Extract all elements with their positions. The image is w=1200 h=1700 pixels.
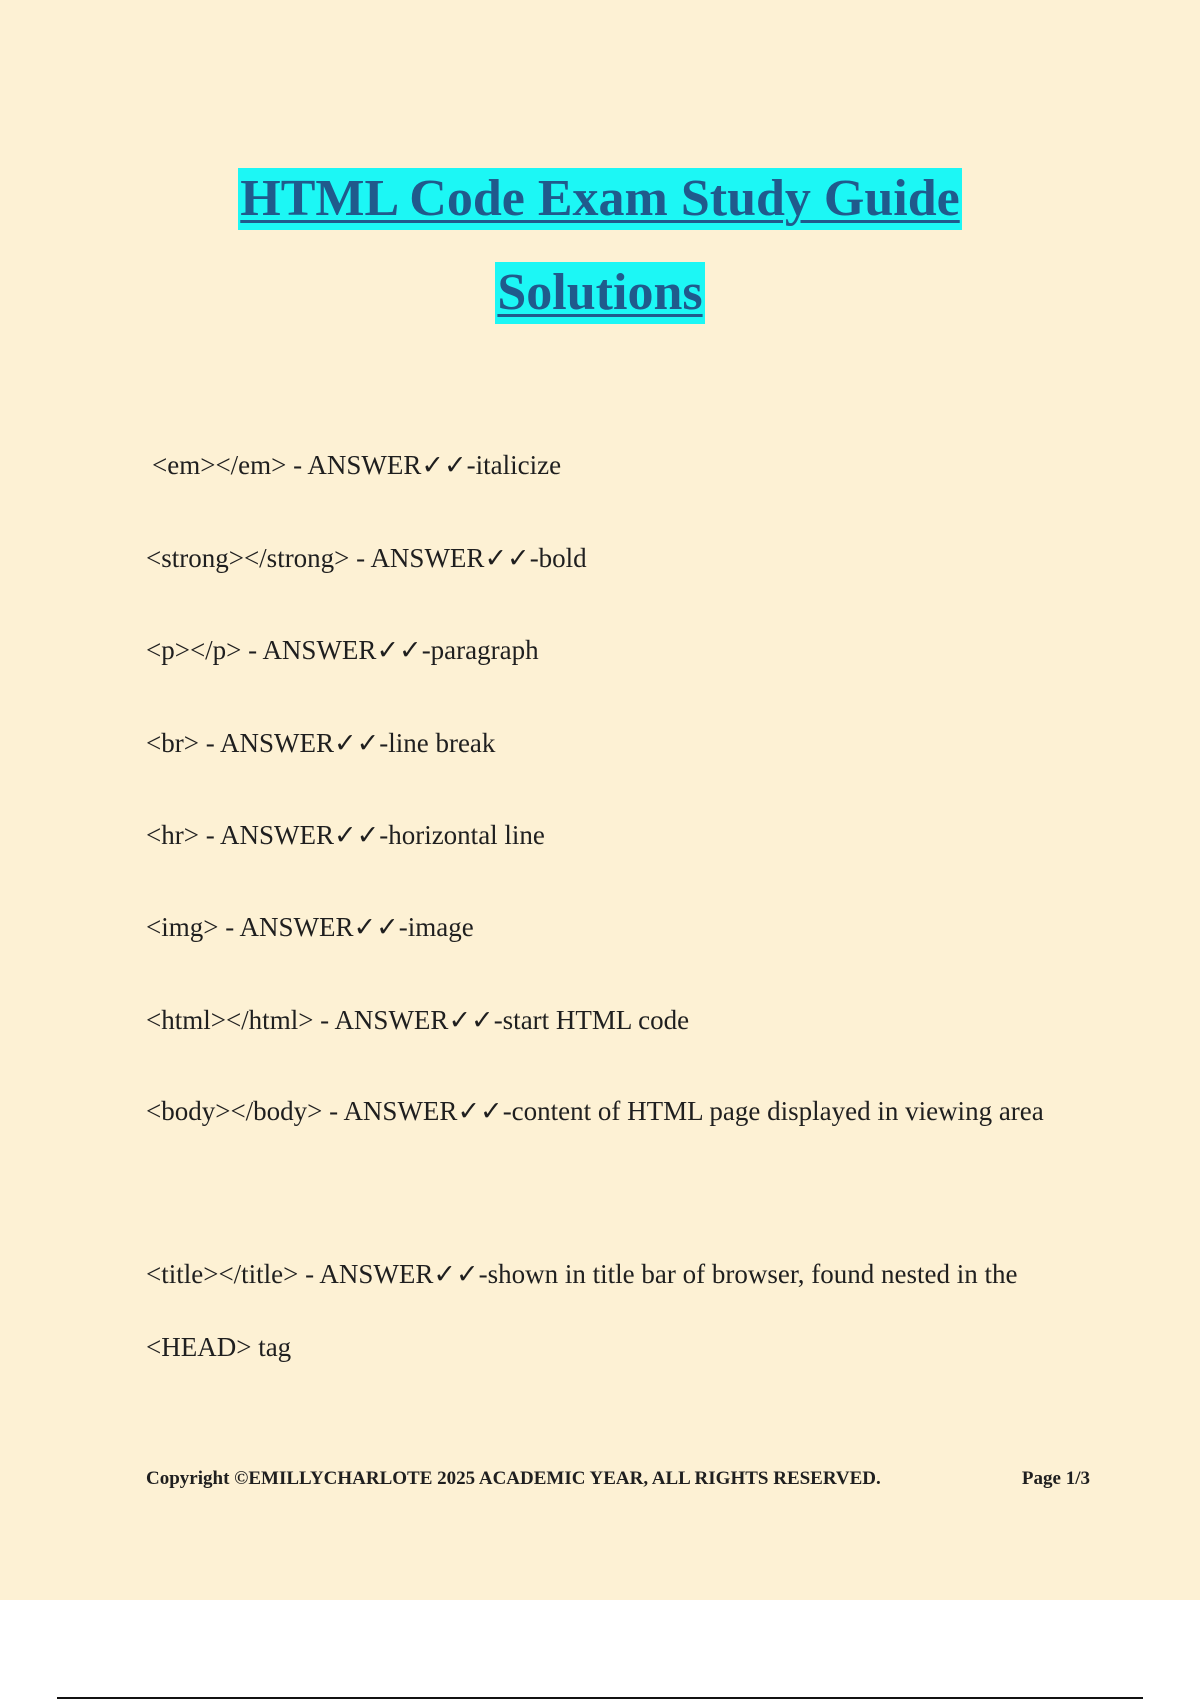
check-icon: ✓✓ [484,543,530,573]
document-title [0,168,1200,324]
check-icon: ✓✓ [448,1005,494,1035]
copyright-notice: Copyright ©EMILLYCHARLOTE 2025 ACADEMIC YEAR, ALL RIGHTS RESERVED. [146,1468,881,1489]
qa-term: <html></html> [146,1005,314,1035]
qa-entry: <title></title> - ANSWER✓✓-shown in title bar of browser, found nested in the <HEAD> tag [146,1259,1018,1362]
qa-entry: <em></em> - ANSWER✓✓-italicize [152,450,562,480]
answer-label: ANSWER [262,635,377,665]
check-icon: ✓✓ [421,450,467,480]
qa-answer: -italicize [466,450,562,480]
check-icon: ✓✓ [353,912,399,942]
page-number: Page 1/3 [1021,1468,1090,1489]
qa-answer: -start HTML code [493,1005,690,1035]
qa-answer: -paragraph [421,635,539,665]
qa-term: <img> [146,912,219,942]
check-icon: ✓✓ [433,1259,479,1289]
title-line-1: HTML Code Exam Study Guide [238,168,961,230]
qa-entry: <body></body> - ANSWER✓✓-content of HTML page displayed in viewing area [146,1096,1044,1126]
qa-term: <br> [146,728,199,758]
answer-label: ANSWER [334,1005,449,1035]
qa-answer: -line break [379,728,496,758]
check-icon: ✓✓ [333,728,380,758]
page-divider [57,1697,1143,1699]
answer-label: ANSWER [370,543,485,573]
qa-term: <hr> [146,820,199,850]
check-icon: ✓✓ [376,635,422,665]
qa-entry: <strong></strong> - ANSWER✓✓-bold [146,543,587,573]
qa-entry: <html></html> - ANSWER✓✓-start HTML code [146,1005,690,1035]
answer-label: ANSWER [219,728,334,758]
qa-term: <em></em> [152,450,287,480]
check-icon: ✓✓ [457,1096,503,1126]
qa-term: <strong></strong> [146,543,350,573]
qa-entry: <br> - ANSWER✓✓-line break [146,728,496,758]
qa-entry: <hr> - ANSWER✓✓-horizontal line [146,820,545,850]
answer-label: ANSWER [319,1259,434,1289]
qa-answer: -horizontal line [379,820,545,850]
qa-entry: <img> - ANSWER✓✓-image [146,912,474,942]
answer-label: ANSWER [343,1096,458,1126]
qa-term: <title></title> [146,1259,299,1289]
title-line-2: Solutions [495,262,704,324]
answer-label: ANSWER [219,820,334,850]
check-icon: ✓✓ [333,820,380,850]
qa-term: <p></p> [146,635,242,665]
page-footer [146,1468,1090,1490]
qa-answer: -content of HTML page displayed in viewing area [502,1096,1044,1126]
qa-answer: -image [398,912,474,942]
qa-term: <body></body> [146,1096,323,1126]
qa-answer: -shown in title bar of browser, found nested in the <HEAD> tag [146,1259,1018,1362]
answer-label: ANSWER [239,912,354,942]
qa-entry: <p></p> - ANSWER✓✓-paragraph [146,635,539,665]
answer-label: ANSWER [307,450,422,480]
qa-answer: -bold [529,543,587,573]
